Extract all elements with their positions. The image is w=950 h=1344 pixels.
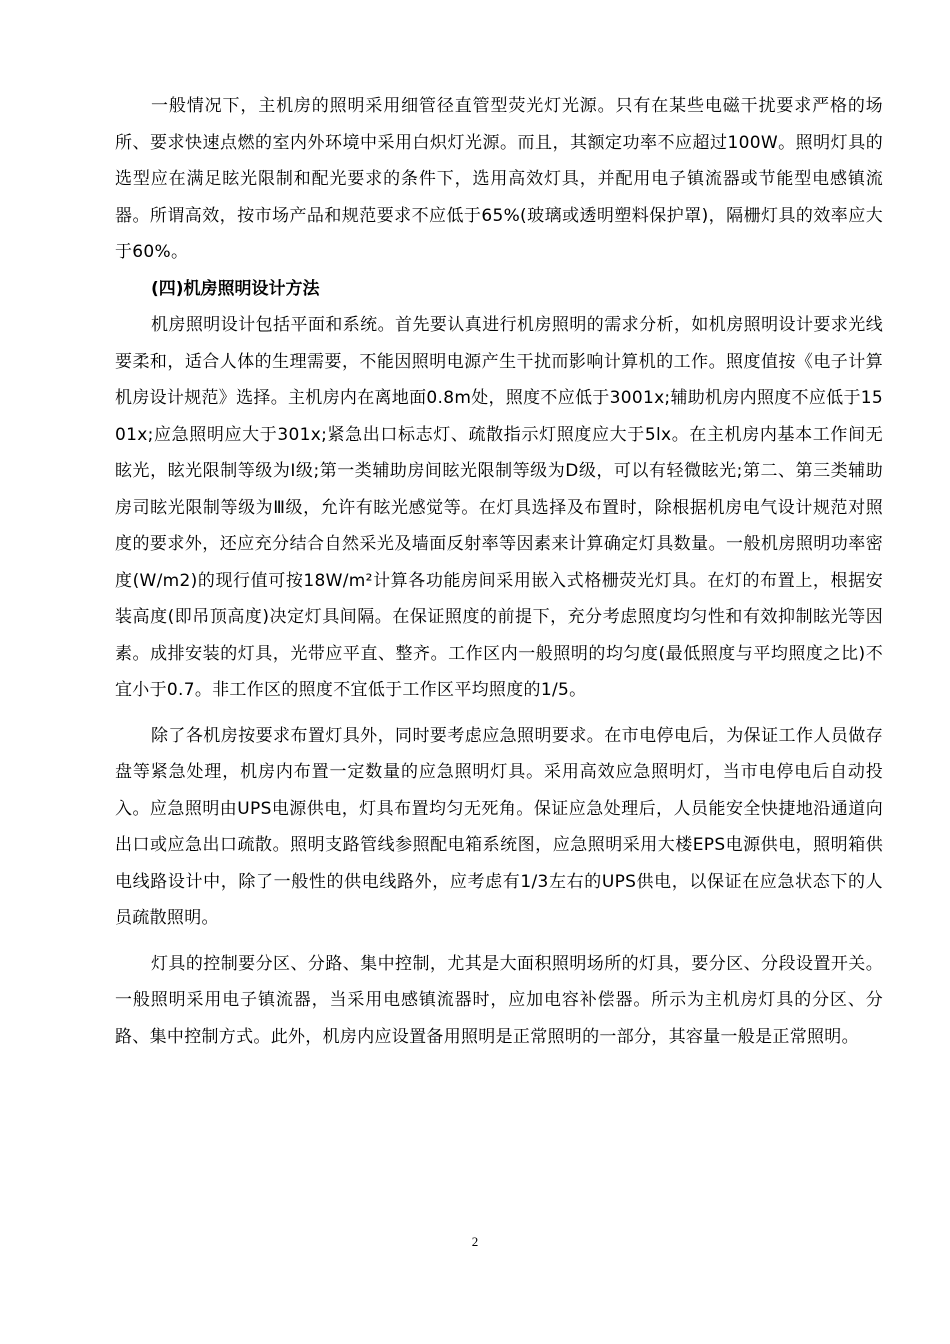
document-body bbox=[115, 88, 883, 1055]
section-heading: (四)机房照明设计方法 bbox=[151, 278, 320, 299]
paragraph-lighting-control: 灯具的控制要分区、分路、集中控制，尤其是大面积照明场所的灯具，要分区、分段设置开关。一般照明采用电子镇流器，当采用电感镇流器时，应加电容补偿器。所示为主机房灯具的分区、分路、集中控制方式。此外，机房内应设置备用照明是正常照明的一部分，其容量一般是正常照明。 bbox=[115, 953, 883, 1047]
page-number: 2 bbox=[471, 1234, 479, 1249]
paragraph-lighting-source: 一般情况下，主机房的照明采用细管径直管型荧光灯光源。只有在某些电磁干扰要求严格的场所、要求快速点燃的室内外环境中采用白炽灯光源。而且，其额定功率不应超过100W。照明灯具的选型应在满足眩光限制和配光要求的条件下，选用高效灯具，并配用电子镇流器或节能型电感镇流器。所谓高效，按市场产品和规范要求不应低于65%(玻璃或透明塑料保护罩)，隔栅灯具的效率应大于60%。 bbox=[115, 96, 883, 262]
paragraph-emergency-lighting: 除了各机房按要求布置灯具外，同时要考虑应急照明要求。在市电停电后，为保证工作人员做存盘等紧急处理，机房内布置一定数量的应急照明灯具。采用高效应急照明灯，当市电停电后自动投入。应急照明由UPS电源供电，灯具布置均匀无死角。保证应急处理后，人员能安全快捷地沿通道向出口或应急出口疏散。照明支路管线参照配电箱系统图，应急照明采用大楼EPS电源供电，照明箱供电线路设计中，除了一般性的供电线路外，应考虑有1/3左右的UPS供电，以保证在应急状态下的人员疏散照明。 bbox=[115, 725, 883, 928]
paragraph-design-method: 机房照明设计包括平面和系统。首先要认真进行机房照明的需求分析，如机房照明设计要求光线要柔和，适合人体的生理需要，不能因照明电源产生干扰而影响计算机的工作。照度值按《电子计算机房设计规范》选择。主机房内在离地面0.8m处，照度不应低于3001x;辅助机房内照度不应低于1501x;应急照明应大于301x;紧急出口标志灯、疏散指示灯照度应大于5lx。在主机房内基本工作间无眩光，眩光限制等级为I级;第一类辅助房间眩光限制等级为D级，可以有轻微眩光;第二、第三类辅助房司眩光限制等级为Ⅲ级，允许有眩光感觉等。在灯具选择及布置时，除根据机房电气设计规范对照度的要求外，还应充分结合自然采光及墙面反射率等因素来计算确定灯具数量。一般机房照明功率密度(W/m2)的现行值可按18W/m²计算各功能房间采用嵌入式格栅荧光灯具。在灯的布置上，根据安装高度(即吊顶高度)决定灯具间隔。在保证照度的前提下，充分考虑照度均匀性和有效抑制眩光等因素。成排安装的灯具，光带应平直、整齐。工作区内一般照明的均匀度(最低照度与平均照度之比)不宜小于0.7。非工作区的照度不宜低于工作区平均照度的1/5。 bbox=[115, 315, 883, 700]
